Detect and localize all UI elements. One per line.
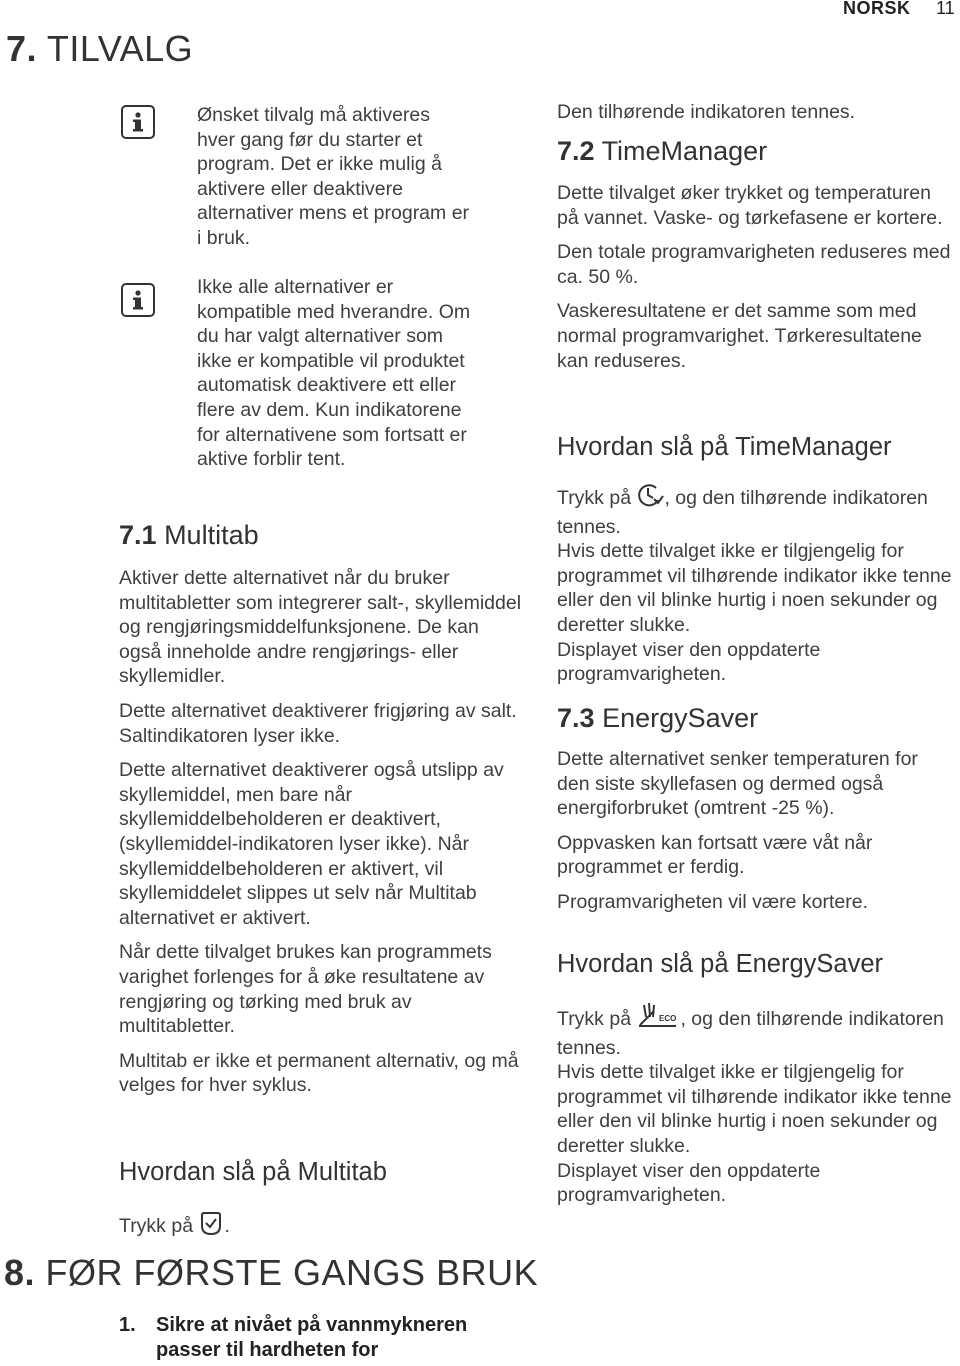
multitab-paragraph: Dette alternativet deaktiverer også utslipp av skyllemiddel, men bare når skyllemiddelbeholderen er deaktivert, (skyllemiddel-indikatoren lyser ikke). Når skyllemiddelbeholderen er aktivert, vil skyllemiddelet slippes ut selv når Multitab alternativet er aktivert. (119, 759, 504, 929)
timemanager-howto-line: Hvis dette tilvalget ikke er tilgjengelig for programmet vil tilhørende indikator ikke tenne eller den vil blinke hurtig i noen sekunder og deretter slukke. (557, 540, 952, 636)
energysaver-howto-title: Hvordan slå på EnergySaver (557, 950, 884, 978)
section-7-title: 7. TILVALG (6, 28, 194, 69)
multitab-paragraph: Multitab er ikke et permanent alternativ, og må velges for hver syklus. (119, 1049, 519, 1097)
energysaver-body (557, 747, 952, 925)
multitab-paragraph: Når dette tilvalget brukes kan programmets varighet forlenges for å øke resultatene av rengjøring og tørking med bruk av multitabletter. (119, 941, 492, 1038)
step-number: 1. (119, 1314, 136, 1336)
timemanager-paragraph: Dette tilvalget øker trykket og temperaturen på vannet. Vaske- og tørkefasene er kortere. (557, 182, 943, 229)
timemanager-howto-body (557, 482, 952, 687)
timemanager-howto-line: Displayet viser den oppdaterte programvarigheten. (557, 638, 821, 686)
energysaver-howto-text: Trykk på ECO , og den tilhørende indikatoren tennes. (557, 1001, 952, 1060)
energysaver-paragraph: Dette alternativet senker temperaturen for den siste skyllefasen og dermed også energiforbruket (omtrent -25 %). (557, 748, 918, 820)
energysaver-paragraph: Oppvasken kan fortsatt være våt når programmet er ferdig. (557, 831, 873, 879)
header-language: NORSK (843, 0, 911, 18)
info-icon (121, 283, 155, 317)
timemanager-howto-title: Hvordan slå på TimeManager (557, 433, 892, 461)
multitab-body (119, 566, 524, 1108)
energysaver-paragraph: Programvarigheten vil være kortere. (557, 890, 869, 913)
multitab-paragraph: Dette alternativet deaktiverer frigjøring av salt. Saltindikatoren lyser ikke. (119, 699, 517, 747)
energysaver-howto-line: Displayet viser den oppdaterte programvarigheten. (557, 1159, 821, 1207)
energysaver-howto-body (557, 1001, 952, 1208)
multitab-heading: 7.1 Multitab (119, 520, 259, 550)
indicator-text: Den tilhørende indikatoren tennes. (557, 101, 856, 123)
eco-icon-label: ECO (659, 1014, 677, 1023)
multitab-howto-text: Trykk på . (119, 1210, 230, 1243)
timemanager-howto-text: Trykk på , og den tilhørende indikatoren tennes. (557, 482, 952, 539)
page-number: 11 (936, 0, 955, 18)
energysaver-heading: 7.3 EnergySaver (557, 703, 759, 733)
note-2: Ikke alle alternativer er kompatible med hverandre. Om du har valgt alternativer som ikke er kompatible vil produktet automatisk deaktivere ett eller flere av dem. Kun indikatorene for alternativene som fortsatt er aktive forblir tent. (197, 276, 471, 471)
multitab-howto-title: Hvordan slå på Multitab (119, 1158, 387, 1186)
clock-icon (636, 482, 664, 515)
timemanager-paragraph: Den totale programvarigheten reduseres med ca. 50 %. (557, 241, 951, 288)
timemanager-body (557, 181, 952, 383)
multitab-paragraph: Aktiver dette alternativet når du bruker multitabletter som integrerer salt-, skyllemiddel og rengjøringsmiddelfunksjonene. De kan også inneholde andre rengjørings- eller skyllemidler. (119, 567, 522, 688)
section-8-title: 8. FØR FØRSTE GANGS BRUK (4, 1252, 539, 1293)
timemanager-paragraph: Vaskeresultatene er det samme som med normal programvarighet. Tørkeresultatene kan reduseres. (557, 300, 922, 372)
timemanager-heading: 7.2 TimeManager (557, 136, 768, 166)
energysaver-howto-line: Hvis dette tilvalget ikke er tilgjengelig for programmet vil tilhørende indikator ikke tenne eller den vil blinke hurtig i noen sekunder og deretter slukke. (557, 1061, 952, 1157)
step-text: Sikre at nivået på vannmykneren passer til hardheten for (156, 1314, 468, 1361)
info-icon (121, 105, 155, 139)
multitab-tablet-icon (198, 1210, 224, 1243)
eco-icon (636, 1001, 680, 1036)
note-1: Ønsket tilvalg må aktiveres hver gang før du starter et program. Det er ikke mulig å aktivere eller deaktivere alternativer mens et program er i bruk. (197, 104, 470, 249)
